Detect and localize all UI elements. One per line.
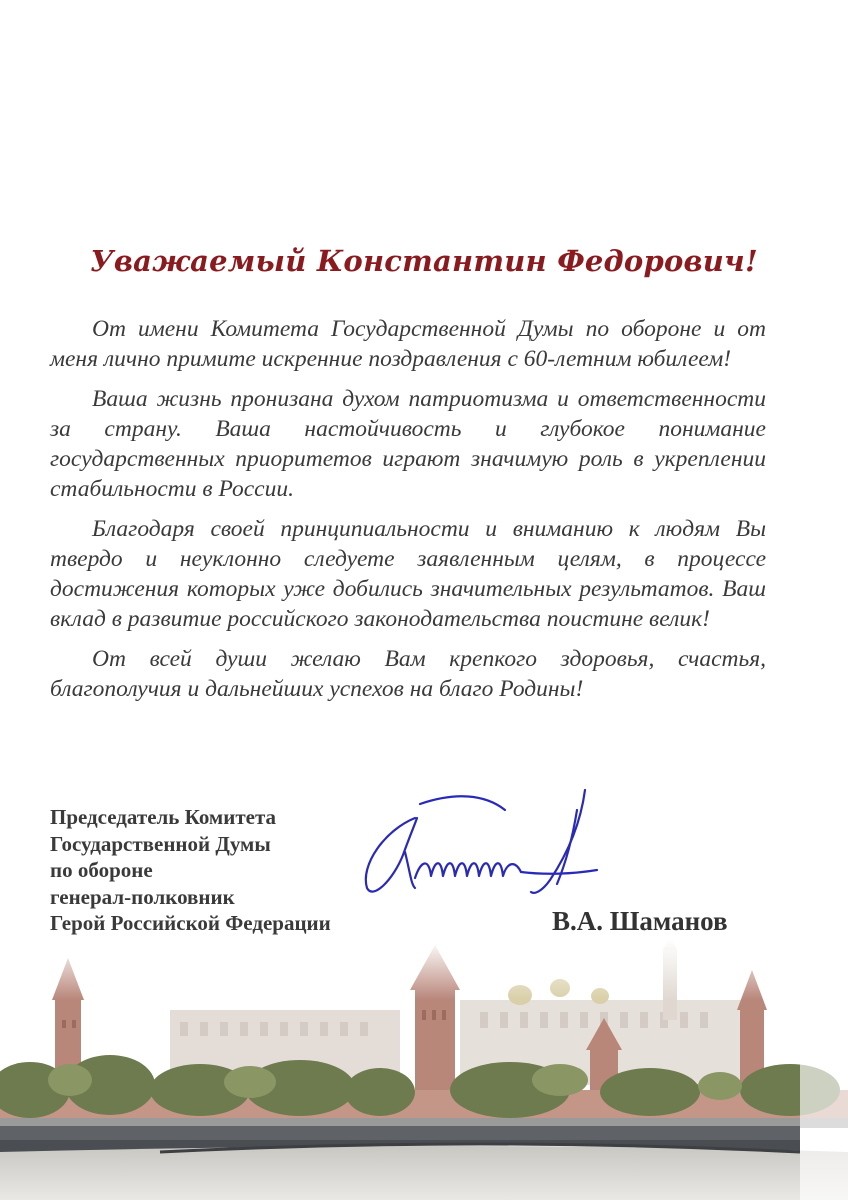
handwritten-signature (345, 780, 625, 900)
signer-title-line: генерал-полковник (50, 884, 235, 909)
signer-name: В.А. Шаманов (552, 906, 728, 936)
signer-title-line: Председатель Комитета (50, 805, 277, 829)
paragraph-achievements: Благодаря своей принципиальности и вниманию к людям Вы твердо и неуклонно следуете заявленным целям, в процессе достижения которых уже добились значительных результатов. Ваш вклад в развитие российского законодательства поистине велик! (50, 516, 766, 632)
signer-title-line: Государственной Думы (50, 831, 271, 856)
signer-title-line: Герой Российской Федерации (50, 911, 331, 935)
paragraph-congratulation: От имени Комитета Государственной Думы по обороне и от меня лично примите искренние поздравления с 60-летним юбилеем! (50, 316, 766, 372)
paragraph-wishes: От всей души желаю Вам крепкого здоровья, счастья, благополучия и дальнейших успехов на благо Родины! (50, 646, 766, 702)
kremlin-panorama-illustration (0, 940, 848, 1200)
signer-title-line: по обороне (50, 858, 153, 882)
letter-body (50, 314, 766, 714)
paragraph-patriotism: Ваша жизнь пронизана духом патриотизма и ответственности за страну. Ваша настойчивость и глубокое понимание государственных приоритетов играют значимую роль в укреплении стабильности в России. (50, 386, 766, 502)
greeting-heading: Уважаемый Константин Федорович! (90, 244, 758, 278)
